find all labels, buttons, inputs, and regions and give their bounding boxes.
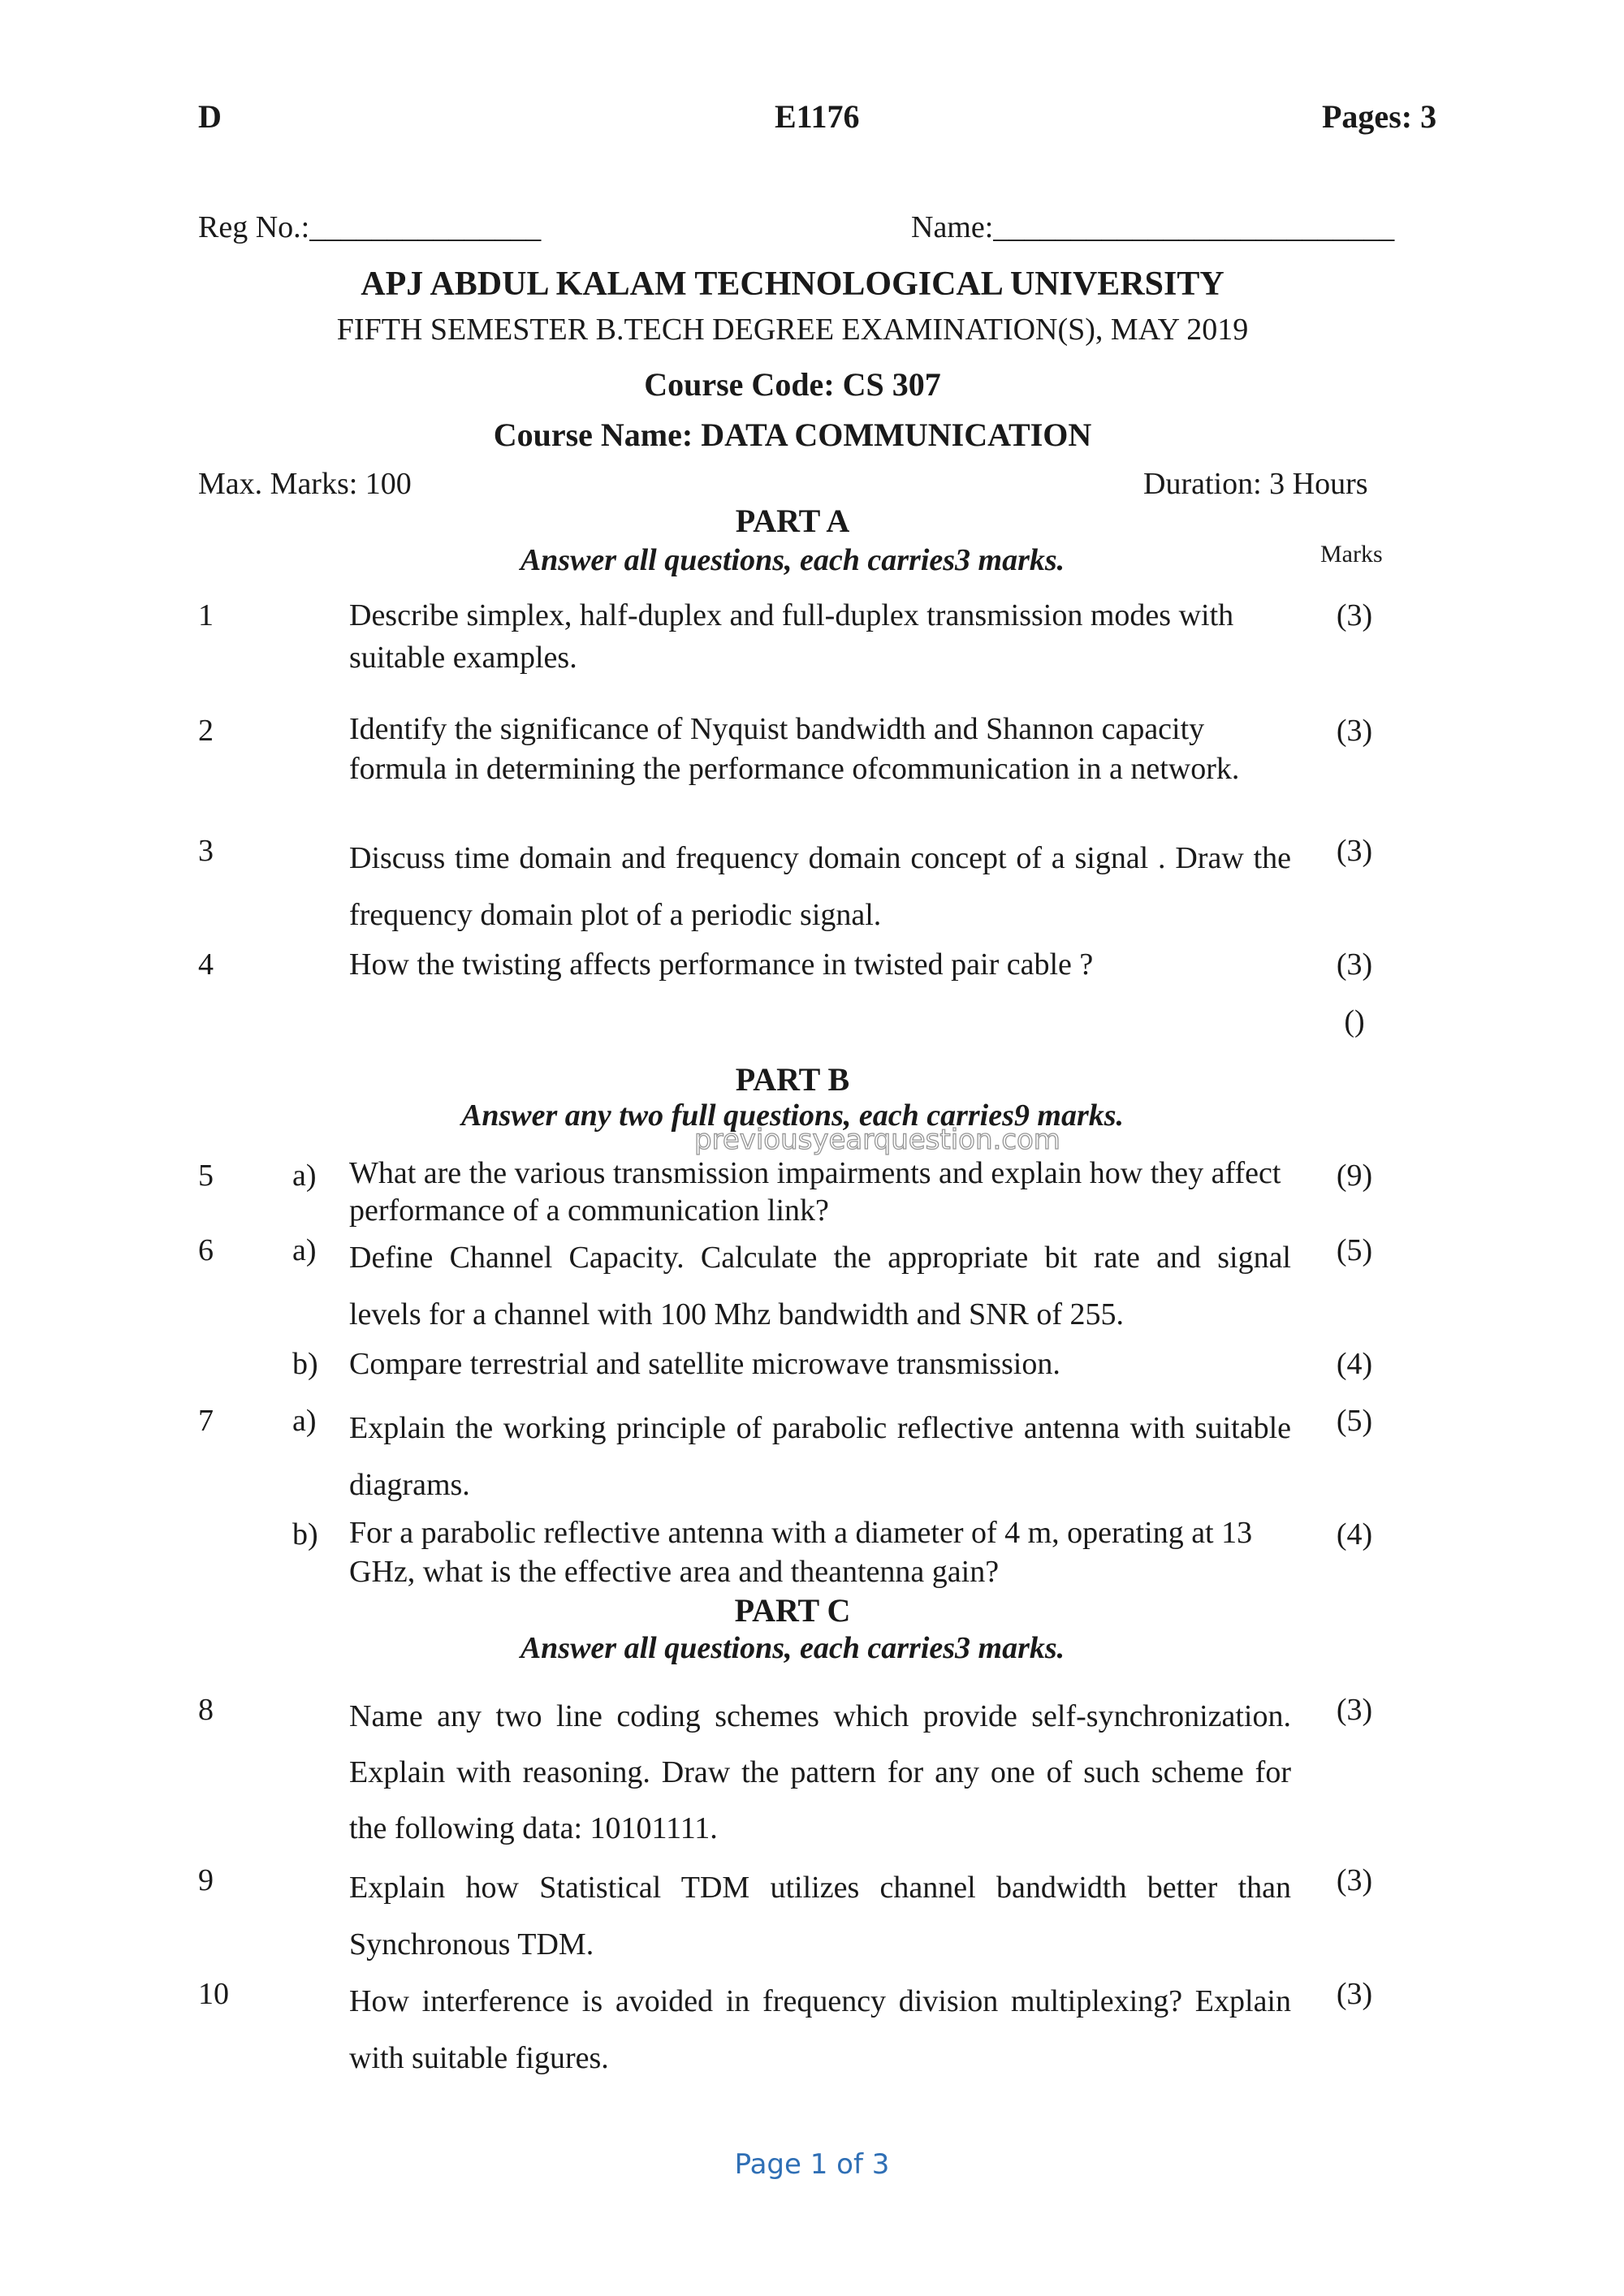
- page-count: Pages: 3: [1322, 98, 1437, 135]
- question-number: 9: [198, 1863, 214, 1897]
- part-c-instruction: Answer all questions, each carries3 marks.: [520, 1631, 1065, 1665]
- question-text: Compare terrestrial and satellite microwave transmission.: [349, 1347, 1060, 1381]
- page-footer: Page 1 of 3: [734, 2148, 890, 2181]
- course-name: Course Name: DATA COMMUNICATION: [493, 416, 1092, 453]
- question-marks: (3): [1336, 714, 1373, 748]
- question-marks: (3): [1336, 1693, 1373, 1727]
- question-marks: (5): [1336, 1404, 1373, 1438]
- course-code: Course Code: CS 307: [644, 366, 941, 403]
- part-a-title: PART A: [735, 503, 850, 539]
- question-marks: (5): [1336, 1233, 1373, 1267]
- question-number: 5: [198, 1159, 214, 1193]
- question-number: 6: [198, 1233, 214, 1267]
- question-number: 3: [198, 834, 214, 868]
- duration: Duration: 3 Hours: [1143, 467, 1368, 501]
- reg-no-field: Reg No.:_______________: [198, 210, 542, 244]
- question-marks: (4): [1336, 1347, 1373, 1381]
- question-sub: a): [292, 1404, 317, 1438]
- question-text: How the twisting affects performance in twisted pair cable ?: [349, 947, 1094, 982]
- question-text: Name any two line coding schemes which provide self-synchronization. Explain with reasoning. Draw the pattern for any one of such scheme for the following data: 10101111.: [349, 1699, 1291, 1845]
- exam-title: FIFTH SEMESTER B.TECH DEGREE EXAMINATION(S), MAY 2019: [336, 313, 1249, 347]
- max-marks: Max. Marks: 100: [198, 467, 412, 501]
- part-b-title: PART B: [735, 1061, 850, 1098]
- question-marks: (4): [1336, 1517, 1373, 1552]
- question-number: 8: [198, 1693, 214, 1727]
- question-sub: b): [292, 1347, 318, 1381]
- question-sub: a): [292, 1159, 317, 1193]
- question-text: Identify the significance of Nyquist bandwidth and Shannon capacity formula in determining the performance ofcommunication in a network.: [349, 712, 1240, 786]
- question-sub: b): [292, 1517, 318, 1552]
- question-marks: (3): [1336, 834, 1373, 868]
- part-a-instruction: Answer all questions, each carries3 marks.: [520, 543, 1065, 577]
- set-label: D: [198, 98, 222, 135]
- question-sub: a): [292, 1233, 317, 1267]
- question-marks: (3): [1336, 1977, 1373, 2011]
- watermark: previousyearquestion.com: [694, 1124, 1060, 1156]
- question-text: For a parabolic reflective antenna with a diameter of 4 m, operating at 13 GHz, what is the effective area and theantenna gain?: [349, 1516, 1253, 1589]
- question-text: Explain how Statistical TDM utilizes channel bandwidth better than Synchronous TDM.: [349, 1871, 1291, 1962]
- empty-marks: (): [1344, 1004, 1365, 1038]
- question-number: 1: [198, 598, 214, 632]
- part-c-title: PART C: [734, 1592, 851, 1629]
- paper-code: E1176: [775, 98, 860, 135]
- question-text: What are the various transmission impairments and explain how they affect performance of a communication link?: [349, 1156, 1281, 1228]
- question-number: 10: [198, 1977, 229, 2011]
- question-number: 4: [198, 947, 214, 982]
- marks-column-label: Marks: [1320, 541, 1383, 568]
- question-marks: (3): [1336, 598, 1373, 632]
- question-text: Discuss time domain and frequency domain concept of a signal . Draw the frequency domain plot of a periodic signal.: [349, 841, 1291, 932]
- name-field: Name:__________________________: [911, 210, 1395, 244]
- university-title: APJ ABDUL KALAM TECHNOLOGICAL UNIVERSITY: [361, 265, 1224, 303]
- question-marks: (3): [1336, 1863, 1373, 1897]
- question-text: Explain the working principle of parabolic reflective antenna with suitable diagrams.: [349, 1411, 1291, 1502]
- question-marks: (3): [1336, 947, 1373, 982]
- question-text: How interference is avoided in frequency division multiplexing? Explain with suitable figures.: [349, 1984, 1291, 2075]
- question-number: 2: [198, 714, 214, 748]
- question-text: Define Channel Capacity. Calculate the appropriate bit rate and signal levels for a channel with 100 Mhz bandwidth and SNR of 255.: [349, 1241, 1291, 1331]
- question-text: Describe simplex, half-duplex and full-duplex transmission modes with suitable examples.: [349, 598, 1234, 675]
- part-b-instruction: Answer any two full questions, each carries9 marks.: [460, 1098, 1125, 1133]
- question-marks: (9): [1336, 1159, 1373, 1193]
- question-number: 7: [198, 1404, 214, 1438]
